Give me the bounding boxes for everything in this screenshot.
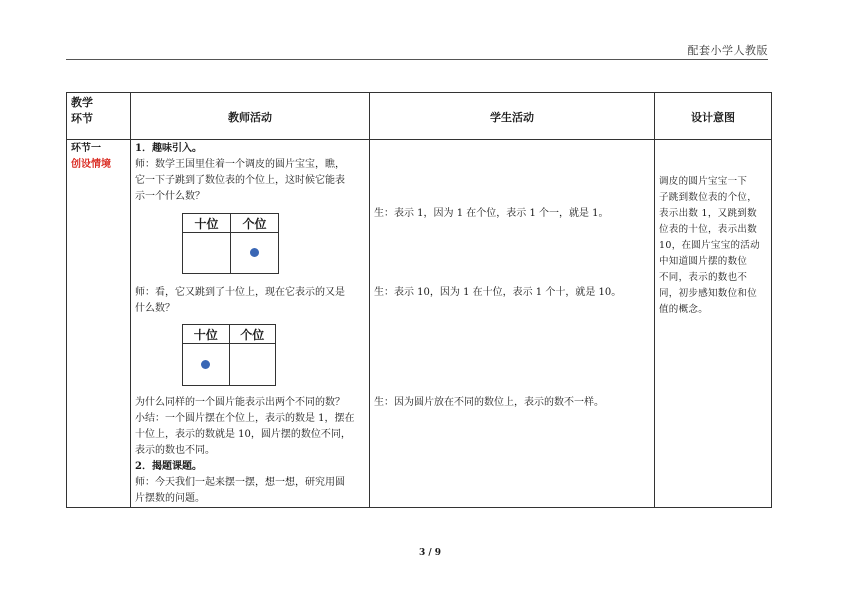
student-answer-2: 生：表示 10，因为 1 在十位，表示 1 个十，就是 10。 [374, 287, 622, 298]
teacher-p1-line2: 它一下子跳到了数位表的个位上，这时候它能表 [135, 175, 345, 186]
section-label: 环节一 [71, 143, 101, 154]
counter-dot-icon [250, 248, 259, 257]
header-publisher: 配套小学人教版 [687, 44, 768, 57]
teacher-p2-line2: 什么数？ [135, 303, 175, 314]
design-line: 子跳到数位表的个位， [659, 192, 758, 203]
cell-body-section [66, 139, 131, 508]
pv-ones-cell [231, 233, 279, 274]
design-line: 10，在圆片宝宝的活动 [659, 240, 760, 251]
teacher-p3-line2: 小结：一个圆片摆在个位上，表示的数是 1，摆在 [135, 413, 355, 424]
counter-dot-icon [201, 360, 210, 369]
pv-ones-header: 个位 [231, 214, 279, 233]
student-answer-3: 生：因为圆片放在不同的数位上，表示的数不一样。 [374, 397, 604, 408]
teacher-p2-line1: 师：看，它又跳到了十位上，现在它表示的又是 [135, 287, 345, 298]
page-number: 3 / 9 [418, 548, 442, 558]
teacher-p4-line2: 片摆数的问题。 [135, 493, 205, 504]
design-line: 中知道圆片摆的数位 [659, 256, 748, 267]
pv-tens-cell [183, 344, 230, 386]
teacher-p3-line3: 十位上，表示的数就是 10，圆片摆的数位不同， [135, 429, 351, 440]
student-answer-1: 生：表示 1，因为 1 在个位，表示 1 个一，就是 1。 [374, 208, 609, 219]
design-line: 调皮的圆片宝宝一下 [659, 176, 748, 187]
head-student: 学生活动 [490, 111, 534, 124]
design-line: 同，初步感知数位和位 [659, 288, 758, 299]
place-value-table-tens [182, 324, 276, 386]
pv-tens-header: 十位 [183, 214, 231, 233]
cell-body-student [369, 139, 655, 508]
design-line: 表示出数 1，又跳到数 [659, 208, 757, 219]
design-line: 不同，表示的数也不 [659, 272, 748, 283]
design-intent [659, 174, 767, 318]
teacher-p1-line1: 师：数学王国里住着一个调皮的圆片宝宝，瞧， [135, 159, 345, 170]
teacher-p4-line1: 师：今天我们一起来摆一摆，想一想，研究用圆 [135, 477, 345, 488]
pv-tens-cell [183, 233, 231, 274]
design-line: 位表的十位，表示出数 [659, 224, 758, 235]
pv-ones-header: 个位 [229, 325, 276, 344]
step1-title: 1．趣味引入。 [135, 143, 202, 154]
step2-title: 2．揭题课题。 [135, 461, 202, 472]
design-line: 值的概念。 [659, 304, 709, 315]
section-name: 创设情境 [71, 159, 111, 170]
head-design: 设计意图 [691, 111, 735, 124]
place-value-table-ones [182, 213, 279, 274]
pv-tens-header: 十位 [183, 325, 230, 344]
header-divider [66, 59, 768, 60]
head-section-line2: 环节 [71, 112, 93, 125]
teacher-p3-line4: 表示的数也不同。 [135, 445, 215, 456]
head-section-line1: 教学 [71, 96, 93, 109]
head-teacher: 教师活动 [228, 111, 272, 124]
teacher-p3-line1: 为什么同样的一个圆片能表示出两个不同的数？ [135, 397, 345, 408]
pv-ones-cell [229, 344, 276, 386]
teacher-p1-line3: 示一个什么数？ [135, 191, 205, 202]
